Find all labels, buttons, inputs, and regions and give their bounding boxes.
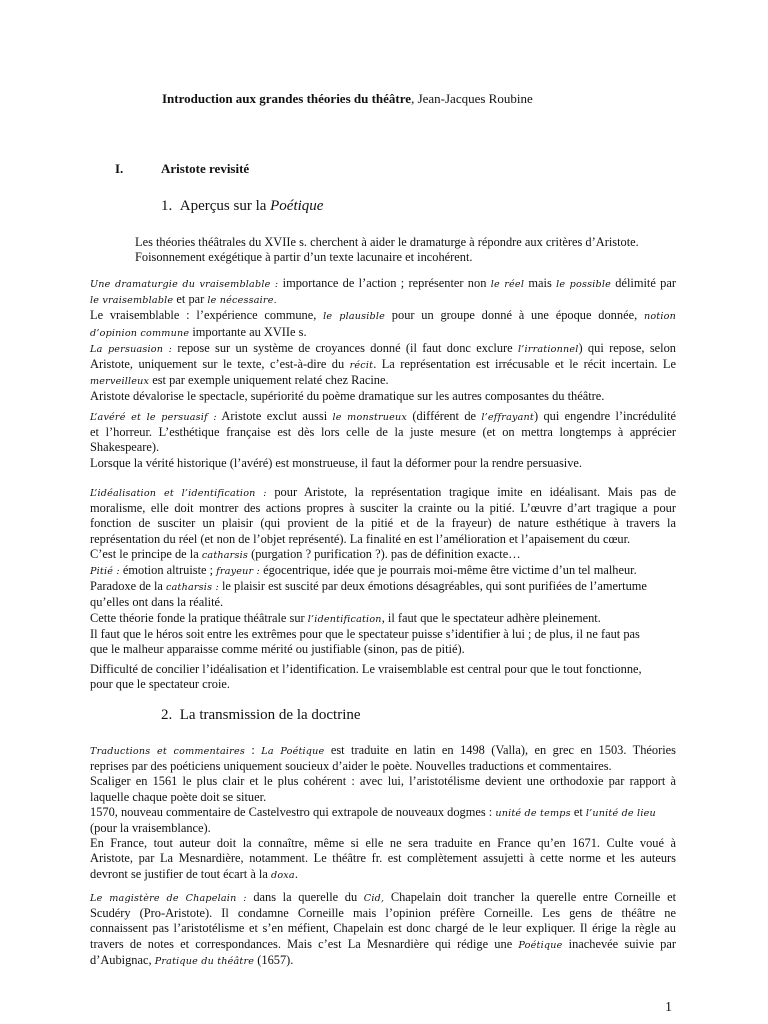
subsection-heading-1 — [161, 198, 323, 215]
text-line — [90, 805, 676, 821]
text-line — [90, 743, 676, 759]
text-run: inachevée suivie par — [562, 936, 676, 951]
text-run: Paradoxe de la — [90, 579, 167, 594]
text-line — [90, 357, 676, 373]
text-line — [90, 308, 676, 324]
title-bold: Introduction aux grandes théories du théâtre — [162, 91, 412, 106]
text-run: mais — [524, 276, 557, 290]
text-line: Foisonnement exégétique à partir d’un texte lacunaire et incohérent. — [135, 250, 473, 265]
title-author: , Jean-Jacques Roubine — [411, 91, 533, 106]
text-run: devront se justifier de tout écart à la — [90, 866, 271, 881]
document-title — [162, 91, 533, 107]
text-emphasis: unité de temps — [495, 807, 571, 819]
text-run: Aristote exclut aussi — [216, 409, 333, 423]
section-number: I. — [115, 161, 124, 176]
text-line: reprises par des poéticiens uniquement soucieux d’aider le poète. Nouvelles traductions et commentaires. — [90, 759, 612, 774]
text-run: émotion altruiste ; — [119, 563, 217, 578]
text-line: Lorsque la vérité historique (l’avéré) est monstrueuse, il faut la déformer pour la rendre persuasive. — [90, 455, 582, 470]
text-line — [90, 547, 676, 563]
text-line — [90, 341, 676, 357]
text-run: d’Aubignac, — [90, 952, 155, 967]
paragraph-lead: L’idéalisation et l’identification : — [90, 488, 267, 499]
paragraph-dramaturgie — [90, 276, 676, 405]
text-run: est par exemple uniquement relaté chez Racine. — [149, 373, 389, 388]
text-line: Scaliger en 1561 le plus clair et le plus cohérent : avec lui, l’aristotélisme devient une orthodoxie par rapport à — [90, 774, 676, 789]
text-emphasis: le vraisemblable — [90, 295, 174, 307]
text-line: Difficulté de concilier l’idéalisation et l’identification. Le vraisemblable est central pour que le tout fonctionne, — [90, 662, 642, 676]
text-emphasis: l’unité de lieu — [585, 807, 656, 819]
text-run: importance de l’action ; représenter non — [278, 276, 491, 290]
text-run: . — [294, 866, 298, 881]
paragraph-lead: La persuasion : — [90, 343, 173, 355]
paragraph-chapelain — [90, 890, 676, 969]
text-run: 1570, nouveau commentaire de Castelvestro qui extrapole de nouveaux dogmes : — [90, 804, 496, 819]
text-run: : — [244, 743, 262, 757]
text-run: (différent de — [407, 409, 482, 423]
text-run: Chapelain doit trancher la querelle entre Corneille et — [384, 890, 677, 904]
text-emphasis: frayeur : — [216, 566, 260, 578]
subsection-number: 2. — [161, 707, 173, 723]
text-line — [90, 409, 676, 425]
text-line — [90, 373, 676, 389]
paragraph-traductions — [90, 743, 676, 883]
text-run: et — [570, 804, 586, 819]
text-emphasis: le nécessaire. — [207, 295, 277, 307]
text-line: Shakespeare). — [90, 440, 160, 455]
text-emphasis: l’identification — [307, 613, 382, 625]
text-line — [90, 890, 676, 906]
text-line — [90, 867, 676, 883]
text-run: . La représentation est irrécusable et le récit incertain. Le — [373, 357, 676, 372]
text-emphasis: Pratique du théâtre — [154, 955, 255, 967]
text-line — [90, 325, 676, 341]
text-run: le plaisir est suscité par deux émotions désagréables, qui sont purifiées de l’amertume — [218, 579, 647, 594]
page-number: 1 — [665, 1000, 672, 1015]
text-line: pour que le spectateur croie. — [90, 677, 231, 692]
text-emphasis: notion — [643, 311, 676, 323]
text-line: Scudéry (Pro-Aristote). Il condamne Corneille mais l’opinion préfère Corneille. Les gens de théâtre ne — [90, 906, 676, 921]
subsection-heading-2 — [161, 707, 361, 724]
text-run: travers de notes et correspondances. Mais c’est La Mesnardière qui rédige une — [90, 936, 519, 951]
text-line: fonction de susciter un plaisir (qui provient de la pitié et de la frayeur) de nature esthétique à travers la — [90, 516, 676, 531]
text-line: laquelle chaque poète doit se situer. — [90, 789, 267, 804]
text-run: importante au XVIIe s. — [189, 324, 307, 339]
text-line: En France, tout auteur doit la connaître, même si elle ne sera traduite en France qu’en 1671. Culte voué à — [90, 836, 676, 851]
paragraph-lead: Une dramaturgie du vraisemblable : — [90, 279, 279, 290]
text-line — [90, 579, 676, 595]
text-run: pour un groupe donné à une époque donnée, — [385, 308, 644, 323]
subsection-number: 1. — [161, 198, 173, 214]
text-line: (pour la vraisemblance). — [90, 821, 211, 836]
paragraph-intro — [135, 235, 675, 265]
text-line: que le malheur apparaisse comme mérité ou justifiable (sinon, pas de pitié). — [90, 642, 465, 657]
text-emphasis: d’opinion commune — [90, 327, 190, 339]
text-emphasis: Poétique — [518, 939, 563, 951]
text-line — [90, 292, 676, 308]
text-line: et l’horreur. L’esthétique française est dès lors celle de la juste mesure (et on mettra longtemps à apprécier — [90, 425, 676, 440]
subsection-title: La transmission de la doctrine — [179, 707, 361, 723]
paragraph-idealisation — [90, 485, 676, 657]
text-line — [90, 937, 676, 953]
text-line: qu’elles ont dans la réalité. — [90, 595, 224, 610]
section-title: Aristote revisité — [161, 161, 250, 176]
text-line — [90, 953, 676, 969]
text-line: Il faut que le héros soit entre les extrêmes pour que le spectateur puisse s’identifier à lui ; de plus, il ne faut pas — [90, 626, 640, 641]
text-emphasis: récit — [349, 360, 374, 372]
text-emphasis: Pitié : — [90, 566, 120, 578]
text-run: Cette théorie fonde la pratique théâtrale sur — [90, 610, 308, 625]
text-line — [90, 276, 676, 292]
text-line: Les théories théâtrales du XVIIe s. cherchent à aider le dramaturge à répondre aux critères d’Aristote. — [135, 235, 639, 249]
text-line — [90, 611, 676, 627]
paragraph-lead: Traductions et commentaires — [90, 746, 245, 757]
text-emphasis: l’irrationnel — [518, 343, 579, 355]
text-emphasis: le plausible — [323, 311, 386, 323]
subsection-title-italic: Poétique — [270, 198, 324, 214]
text-run: et par — [173, 292, 208, 307]
text-run: Aristote, uniquement sur le texte, c’est-à-dire du — [90, 357, 350, 372]
text-emphasis: le réel — [490, 279, 525, 290]
text-emphasis: La Poétique — [261, 746, 325, 757]
text-run: (1657). — [254, 952, 294, 967]
text-run: ) qui engendre l’incrédulité — [533, 409, 676, 423]
text-run: dans la querelle du — [246, 890, 364, 904]
paragraph-avere — [90, 409, 676, 471]
text-emphasis: merveilleux — [90, 376, 150, 388]
text-line: moralisme, elle doit montrer des actions propres à susciter la crainte ou la pitié. L’œuvre d’art tragique a pour — [90, 501, 676, 516]
text-line — [90, 563, 676, 579]
text-line: Aristote dévalorise le spectacle, supériorité du poème dramatique sur les autres composantes du théâtre. — [90, 389, 605, 404]
text-emphasis: catharsis : — [166, 582, 219, 594]
text-line: représentation du réel (et non de l’objet représenté). La finalité en est l’amélioration et l’apaisement du cœur. — [90, 531, 631, 546]
paragraph-lead: L’avéré et le persuasif : — [90, 412, 217, 423]
text-emphasis: le monstrueux — [332, 412, 408, 423]
text-emphasis: catharsis — [201, 549, 248, 561]
paragraph-lead: Le magistère de Chapelain : — [90, 893, 247, 904]
text-line — [90, 485, 676, 501]
text-run: C’est le principe de la — [90, 546, 202, 561]
text-run: est traduite en latin en 1498 (Valla), en grec en 1503. Théories — [324, 743, 677, 757]
text-run: délimité par — [610, 276, 676, 290]
text-run: (purgation ? purification ?). pas de définition exacte… — [247, 546, 521, 561]
text-run: ) qui repose, selon — [578, 340, 676, 355]
text-emphasis: Cid, — [363, 893, 385, 904]
text-emphasis: l’effrayant — [481, 412, 534, 423]
text-run: égocentrique, idée que je pourrais moi-même être victime d’un tel malheur. — [259, 563, 637, 578]
text-line: connaissent pas l’aristotélisme et s’en méfient, Chapelain est donc chargé de le leur expliquer. Il érige la règle au — [90, 921, 676, 936]
text-emphasis: le possible — [556, 279, 611, 290]
text-run: repose sur un système de croyances donné (il faut donc exclure — [172, 340, 518, 355]
text-run: , il faut que le spectateur adhère pleinement. — [381, 610, 601, 625]
text-line: Aristote, par La Mesnardière, notamment. Le théâtre fr. est complètement assujetti à cette norme et les auteurs — [90, 851, 676, 866]
subsection-title: Aperçus sur la — [179, 198, 271, 214]
text-run: pour Aristote, la représentation tragique imite en idéalisant. Mais pas de — [266, 485, 676, 499]
text-emphasis: doxa — [270, 869, 295, 881]
text-run: Le vraisemblable : l’expérience commune, — [90, 308, 324, 323]
paragraph-difficulte — [90, 662, 676, 692]
